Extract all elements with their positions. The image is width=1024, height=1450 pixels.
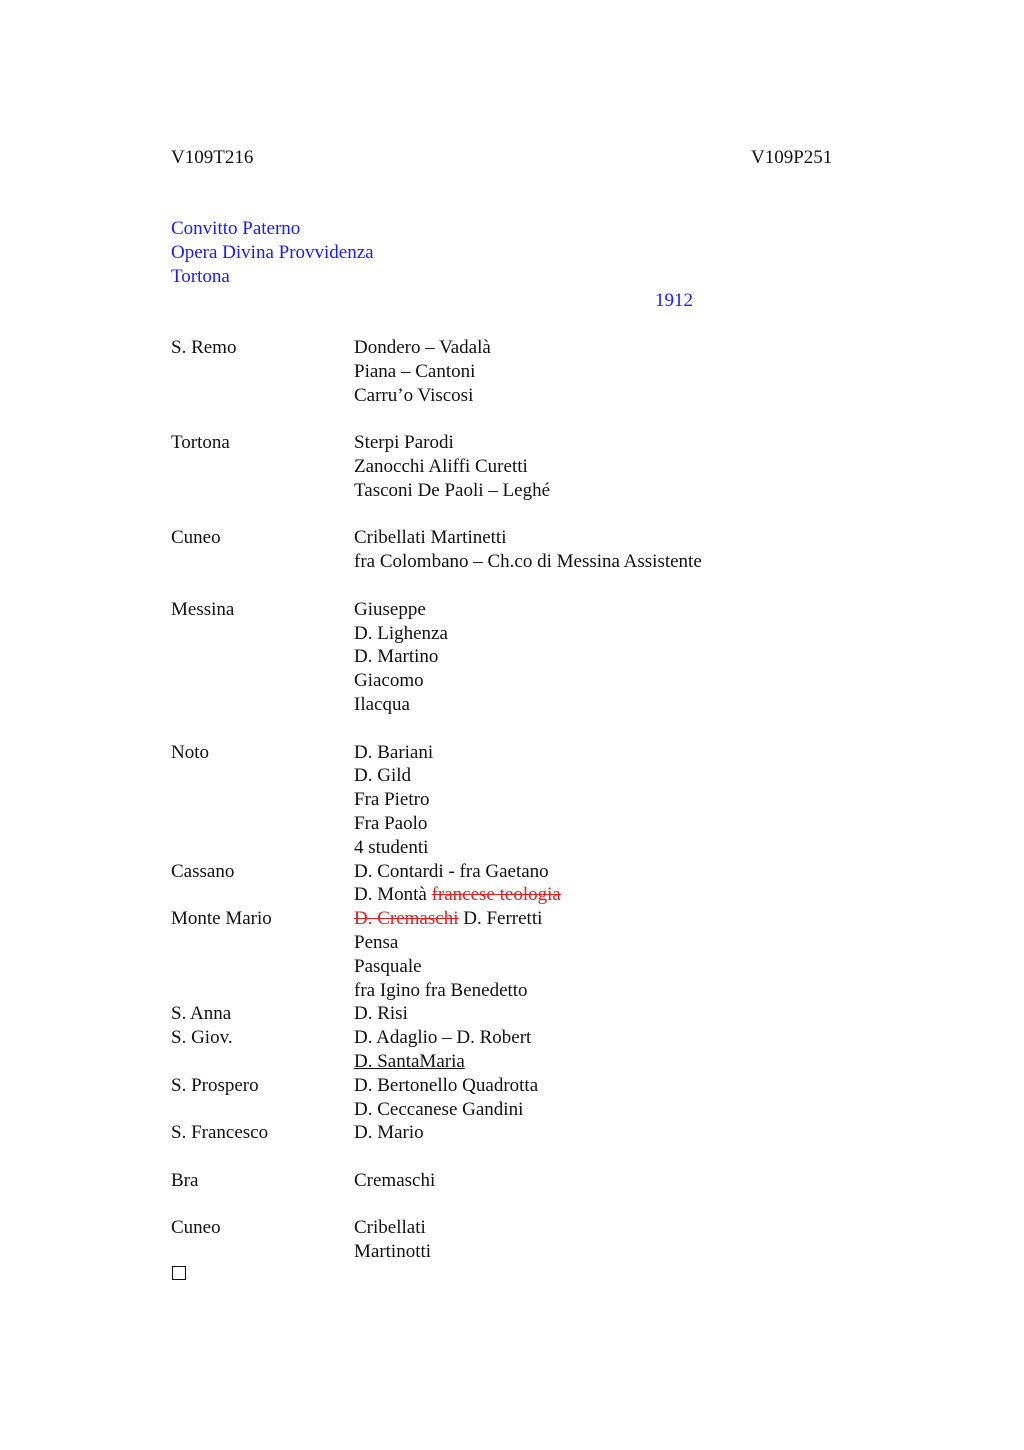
- title-line-2: Opera Divina Provvidenza: [171, 242, 374, 263]
- list-item: [171, 931, 871, 955]
- names-line: Zanocchi Aliffi Curetti: [354, 455, 528, 477]
- place-label: S. Remo: [171, 337, 237, 358]
- names-line: [354, 907, 542, 931]
- place-label: Tortona: [171, 432, 230, 454]
- names-line: D. Bertonello Quadrotta: [354, 1074, 539, 1096]
- list-item: [171, 788, 871, 812]
- title-line-1: Convitto Paterno: [171, 218, 301, 239]
- names-line: Fra Pietro: [354, 789, 430, 811]
- names-line: Pensa: [354, 931, 399, 953]
- list-item: [171, 645, 871, 669]
- list-item: [171, 360, 871, 384]
- list-item: [171, 455, 871, 479]
- place-label: S. Prospero: [171, 1074, 259, 1096]
- names-line: D. Contardi - fra Gaetano: [354, 860, 549, 882]
- place-label: S. Anna: [171, 1003, 232, 1025]
- list-item: [171, 1169, 871, 1193]
- list-item: [171, 669, 871, 693]
- names-line: fra Colombano – Ch.co di Messina Assistente: [354, 551, 702, 573]
- names-line: D. Risi: [354, 1003, 408, 1025]
- place-label: Monte Mario: [171, 908, 272, 930]
- header-right-code: V109P251: [751, 147, 833, 168]
- list-item: [171, 836, 871, 860]
- list-item: [171, 1216, 871, 1240]
- names-line: Cribellati: [354, 1217, 426, 1239]
- names-line: 4 studenti: [354, 836, 429, 858]
- place-label: S. Francesco: [171, 1122, 269, 1144]
- names-line: Cremaschi: [354, 1169, 436, 1191]
- checkbox-square-icon: [172, 1266, 186, 1280]
- names-line: Carru’o Viscosi: [354, 384, 474, 406]
- place-label: Messina: [171, 598, 235, 620]
- place-label: Noto: [171, 741, 209, 763]
- list-item: [171, 883, 871, 907]
- list-item: [171, 1074, 871, 1098]
- list-item: [171, 907, 871, 931]
- names-line: D. Lighenza: [354, 622, 448, 644]
- entries-list: [171, 336, 871, 1264]
- list-item: [171, 479, 871, 503]
- names-line: D. Mario: [354, 1122, 424, 1144]
- names-line: Tasconi De Paoli – Leghé: [354, 479, 551, 501]
- place-label: Cuneo: [171, 1217, 221, 1239]
- list-item: [171, 431, 871, 455]
- list-item: [171, 1121, 871, 1145]
- list-item: [171, 550, 871, 574]
- place-label: Cuneo: [171, 527, 221, 549]
- list-item: [171, 741, 871, 765]
- names-line: Fra Paolo: [354, 812, 428, 834]
- list-item: [171, 1002, 871, 1026]
- names-line: D. Gild: [354, 765, 411, 787]
- list-item: [171, 1050, 871, 1074]
- list-item: [171, 384, 871, 408]
- names-line: Ilacqua: [354, 693, 410, 715]
- names-line: Pasquale: [354, 955, 422, 977]
- list-item: [171, 598, 871, 622]
- names-line: Martinotti: [354, 1241, 432, 1263]
- names-line: D. Ceccanese Gandini: [354, 1098, 524, 1120]
- names-line: Sterpi Parodi: [354, 432, 454, 454]
- list-item: [171, 1026, 871, 1050]
- names-line: Piana – Cantoni: [354, 360, 476, 382]
- names-line: D. Martino: [354, 646, 439, 668]
- list-item: [171, 955, 871, 979]
- names-line: fra Igino fra Benedetto: [354, 979, 528, 1001]
- list-item: [171, 764, 871, 788]
- list-item: [171, 812, 871, 836]
- list-item: [171, 622, 871, 646]
- year-label: 1912: [655, 290, 693, 311]
- header-left-code: V109T216: [171, 147, 254, 168]
- place-label: S. Giov.: [171, 1027, 233, 1049]
- struck-text: francese teologia: [431, 884, 561, 906]
- name-text: D. Ferretti: [463, 908, 543, 930]
- names-line: Cribellati Martinetti: [354, 527, 507, 549]
- list-item: [171, 1240, 871, 1264]
- place-label: Cassano: [171, 860, 235, 882]
- struck-text: D. Cremaschi: [354, 908, 459, 930]
- list-item: [171, 526, 871, 550]
- list-item: [171, 336, 871, 360]
- place-label: Bra: [171, 1169, 199, 1191]
- name-text: D. Montà: [354, 884, 427, 906]
- title-line-3: Tortona: [171, 266, 230, 287]
- underlined-name: D. SantaMaria: [354, 1050, 465, 1072]
- names-line: D. Bariani: [354, 741, 434, 763]
- names-line: Giacomo: [354, 670, 424, 692]
- list-item: [171, 1098, 871, 1122]
- names-line: Dondero – Vadalà: [354, 337, 491, 358]
- names-line: Giuseppe: [354, 598, 426, 620]
- names-line: [354, 883, 561, 907]
- list-item: [171, 979, 871, 1003]
- names-line: D. Adaglio – D. Robert: [354, 1027, 532, 1049]
- list-item: [171, 860, 871, 884]
- list-item: [171, 693, 871, 717]
